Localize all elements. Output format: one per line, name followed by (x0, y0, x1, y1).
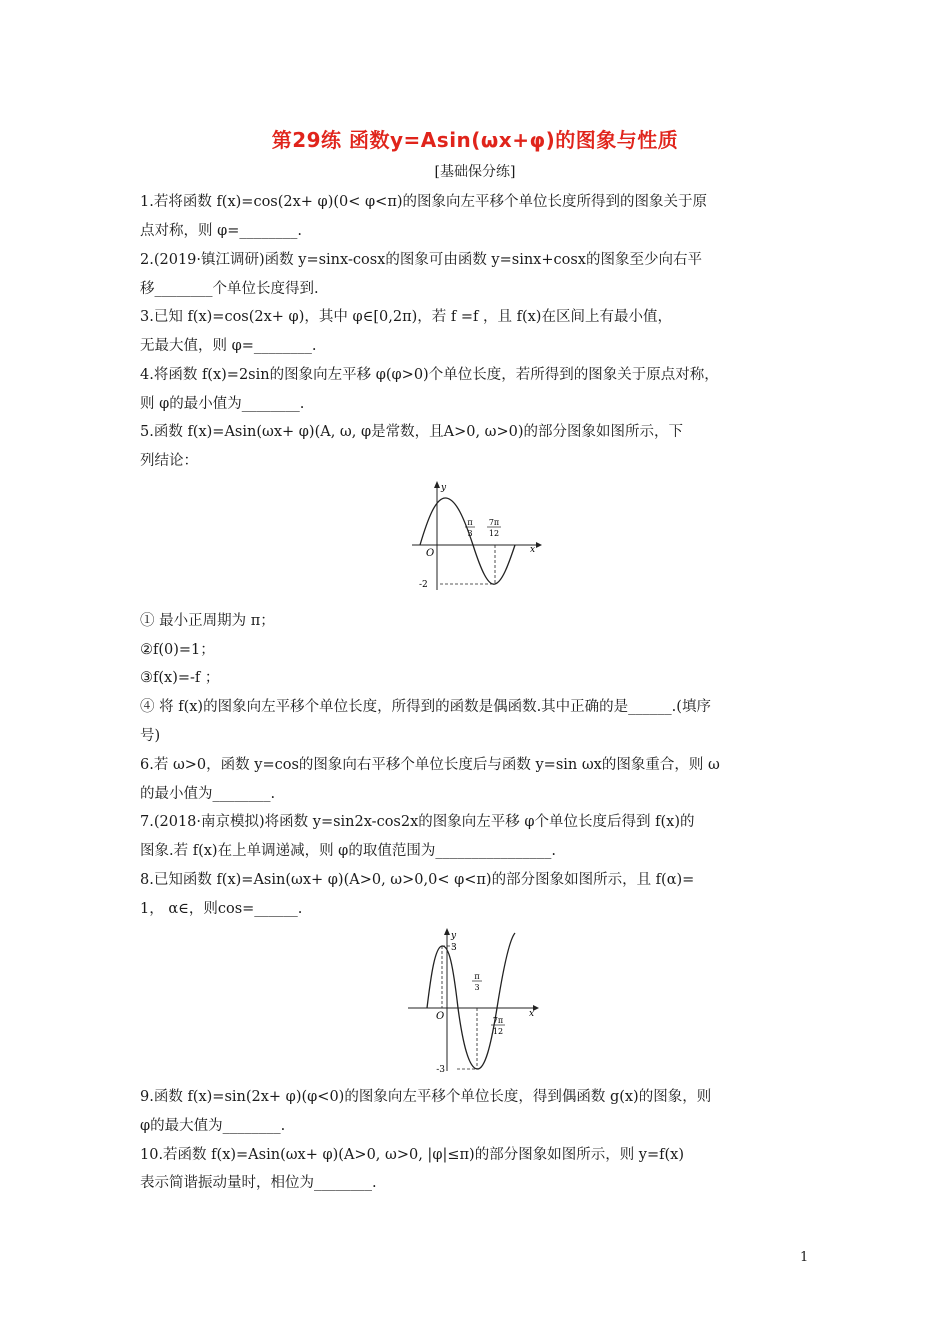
problem-line: 7.(2018·南京模拟)将函数 y=sin2x-cos2x的图象向左平移 φ个单位长度后得到 f(x)的 (140, 814, 695, 830)
problem-line: 表示简谐振动量时，相位为________. (140, 1175, 377, 1191)
tick-label-7pi-12-den: 12 (492, 1027, 504, 1036)
y-axis-label: y (441, 483, 447, 493)
problem-line: ① 最小正周期为 π； (140, 613, 275, 629)
problem-line: ②f(0)=1； (140, 642, 215, 658)
problem-line: 的最小值为________. (140, 786, 276, 802)
min-value-label: -2 (419, 580, 428, 590)
x-axis-label: x (529, 1009, 535, 1019)
problem-line: 图象.若 f(x)在上单调递减，则 φ的取值范围为________________. (140, 843, 556, 859)
problem-line: 点对称，则 φ=________. (140, 223, 303, 239)
problem-line: 则 φ的最小值为________. (140, 396, 305, 412)
sine-graph-figure-2 (405, 925, 545, 1075)
problem-line: 1， α∈，则cos=______. (140, 901, 303, 917)
tick-label-7pi-12-den: 12 (488, 529, 500, 538)
tick-label-pi-3-den: 3 (467, 529, 473, 538)
origin-label: O (426, 548, 435, 559)
problem-line: 2.(2019·镇江调研)函数 y=sinx-cosx的图象可由函数 y=sinx+cosx的图象至少向右平 (140, 252, 702, 268)
tick-label-7pi-12-num: 7π (492, 1016, 504, 1025)
tick-label-pi-3-den: 3 (474, 983, 480, 992)
problem-line: 移________个单位长度得到. (140, 281, 319, 297)
min-value-label: -3 (436, 1065, 445, 1075)
y-axis-label: y (451, 931, 457, 941)
tick-label-pi-3-num: π (474, 972, 480, 981)
page-title: 第29练 函数y=Asin(ωx+φ)的图象与性质 (271, 128, 679, 152)
tick-label-pi-3-num: π (467, 518, 473, 527)
sine-graph-figure-1 (410, 478, 550, 598)
problem-line: 8.已知函数 f(x)=Asin(ωx+ φ)(A>0, ω>0,0< φ<π)的部分图象如图所示，且 f(α)= (140, 872, 695, 888)
section-subtitle: [基础保分练] (434, 164, 516, 180)
problem-line: 号) (140, 728, 161, 744)
page-number: 1 (800, 1250, 809, 1265)
problem-line: 列结论： (140, 453, 198, 469)
tick-label-7pi-12-num: 7π (488, 518, 500, 527)
problem-line: 10.若函数 f(x)=Asin(ωx+ φ)(A>0, ω>0, |φ|≤π)的部分图象如图所示，则 y=f(x) (140, 1147, 684, 1163)
x-axis-label: x (530, 545, 536, 555)
problem-line: 无最大值，则 φ=________. (140, 338, 317, 354)
problem-line: 9.函数 f(x)=sin(2x+ φ)(φ<0)的图象向左平移个单位长度，得到偶函数 g(x)的图象，则 (140, 1089, 712, 1105)
problem-line: φ的最大值为________. (140, 1118, 286, 1134)
origin-label: O (436, 1011, 445, 1022)
problem-line: ③f(x)=-f ； (140, 670, 220, 686)
problem-line: ④ 将 f(x)的图象向左平移个单位长度，所得到的函数是偶函数.其中正确的是______.(填序 (140, 699, 711, 715)
max-value-label: 3 (451, 943, 457, 953)
problem-line: 5.函数 f(x)=Asin(ωx+ φ)(A, ω, φ是常数，且A>0, ω>0)的部分图象如图所示，下 (140, 424, 684, 440)
problem-line: 6.若 ω>0，函数 y=cos的图象向右平移个单位长度后与函数 y=sin ωx的图象重合，则 ω (140, 757, 720, 773)
problem-line: 1.若将函数 f(x)=cos(2x+ φ)(0< φ<π)的图象向左平移个单位长度所得到的图象关于原 (140, 194, 707, 210)
problem-line: 3.已知 f(x)=cos(2x+ φ)，其中 φ∈[0,2π)，若 f =f ，且 f(x)在区间上有最小值， (140, 309, 672, 325)
problem-line: 4.将函数 f(x)=2sin的图象向左平移 φ(φ>0)个单位长度，若所得到的图象关于原点对称， (140, 367, 719, 383)
